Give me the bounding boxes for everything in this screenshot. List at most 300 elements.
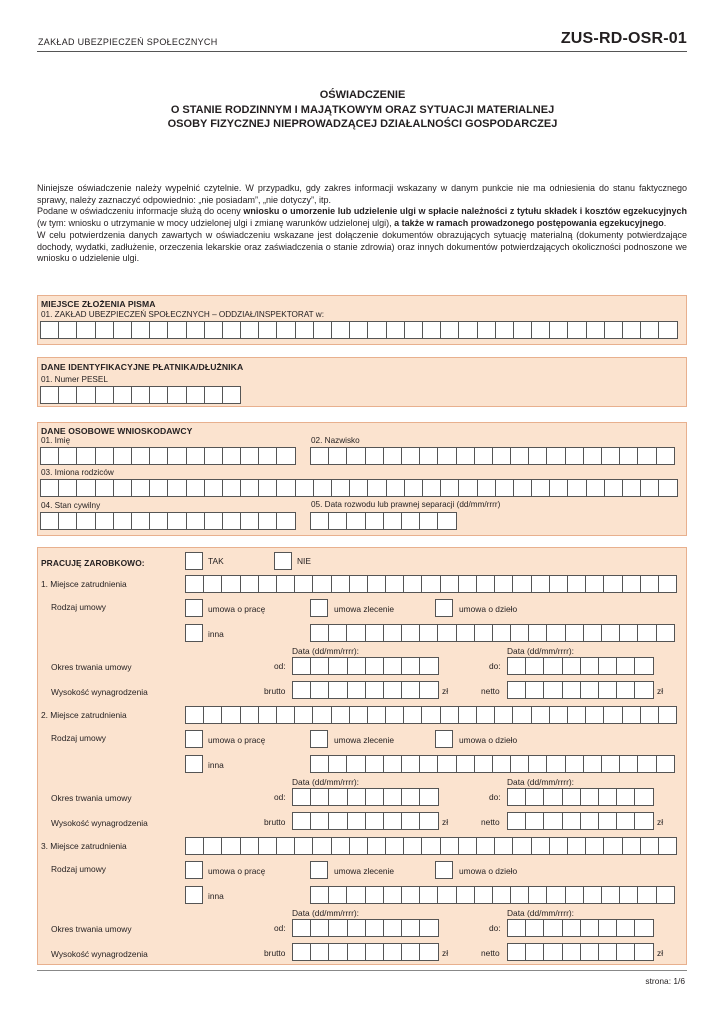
char-cell[interactable] bbox=[638, 886, 656, 904]
char-cell[interactable] bbox=[420, 447, 438, 465]
char-cell[interactable] bbox=[532, 837, 550, 855]
job-1-contract-work-checkbox[interactable] bbox=[435, 599, 453, 617]
char-cell[interactable] bbox=[384, 788, 402, 806]
char-cell[interactable] bbox=[41, 479, 59, 497]
char-cell[interactable] bbox=[422, 575, 440, 593]
char-cell[interactable] bbox=[41, 321, 59, 339]
job-1-date-from-input[interactable] bbox=[292, 657, 439, 675]
char-cell[interactable] bbox=[563, 943, 581, 961]
job-1-salary-gross-input[interactable] bbox=[292, 681, 439, 699]
char-cell[interactable] bbox=[586, 837, 604, 855]
char-cell[interactable] bbox=[114, 479, 132, 497]
char-cell[interactable] bbox=[259, 321, 277, 339]
char-cell[interactable] bbox=[366, 755, 384, 773]
char-cell[interactable] bbox=[602, 755, 620, 773]
job-2-contract-other-input[interactable] bbox=[310, 755, 675, 773]
char-cell[interactable] bbox=[241, 837, 259, 855]
char-cell[interactable] bbox=[59, 321, 77, 339]
char-cell[interactable] bbox=[617, 681, 635, 699]
char-cell[interactable] bbox=[657, 755, 675, 773]
char-cell[interactable] bbox=[475, 886, 493, 904]
job-1-contract-other-input[interactable] bbox=[310, 624, 675, 642]
char-cell[interactable] bbox=[599, 812, 617, 830]
char-cell[interactable] bbox=[617, 657, 635, 675]
char-cell[interactable] bbox=[313, 837, 331, 855]
char-cell[interactable] bbox=[168, 386, 186, 404]
char-cell[interactable] bbox=[150, 321, 168, 339]
char-cell[interactable] bbox=[459, 706, 477, 724]
char-cell[interactable] bbox=[187, 447, 205, 465]
char-cell[interactable] bbox=[478, 479, 496, 497]
char-cell[interactable] bbox=[402, 919, 420, 937]
char-cell[interactable] bbox=[550, 837, 568, 855]
char-cell[interactable] bbox=[659, 321, 677, 339]
char-cell[interactable] bbox=[568, 479, 586, 497]
char-cell[interactable] bbox=[96, 479, 114, 497]
char-cell[interactable] bbox=[150, 479, 168, 497]
char-cell[interactable] bbox=[296, 479, 314, 497]
char-cell[interactable] bbox=[311, 943, 329, 961]
char-cell[interactable] bbox=[459, 479, 477, 497]
char-cell[interactable] bbox=[532, 575, 550, 593]
char-cell[interactable] bbox=[584, 447, 602, 465]
char-cell[interactable] bbox=[293, 943, 311, 961]
char-cell[interactable] bbox=[599, 788, 617, 806]
char-cell[interactable] bbox=[604, 706, 622, 724]
char-cell[interactable] bbox=[329, 788, 347, 806]
char-cell[interactable] bbox=[384, 447, 402, 465]
char-cell[interactable] bbox=[384, 755, 402, 773]
char-cell[interactable] bbox=[311, 657, 329, 675]
char-cell[interactable] bbox=[478, 321, 496, 339]
char-cell[interactable] bbox=[241, 575, 259, 593]
char-cell[interactable] bbox=[457, 886, 475, 904]
char-cell[interactable] bbox=[329, 919, 347, 937]
job-2-salary-net-input[interactable] bbox=[507, 812, 654, 830]
char-cell[interactable] bbox=[441, 321, 459, 339]
char-cell[interactable] bbox=[581, 657, 599, 675]
pesel-input[interactable] bbox=[40, 386, 241, 404]
char-cell[interactable] bbox=[513, 706, 531, 724]
char-cell[interactable] bbox=[605, 479, 623, 497]
char-cell[interactable] bbox=[513, 575, 531, 593]
char-cell[interactable] bbox=[457, 447, 475, 465]
char-cell[interactable] bbox=[77, 321, 95, 339]
char-cell[interactable] bbox=[132, 479, 150, 497]
char-cell[interactable] bbox=[296, 321, 314, 339]
char-cell[interactable] bbox=[620, 447, 638, 465]
char-cell[interactable] bbox=[402, 512, 420, 530]
char-cell[interactable] bbox=[366, 812, 384, 830]
char-cell[interactable] bbox=[635, 657, 653, 675]
char-cell[interactable] bbox=[366, 886, 384, 904]
char-cell[interactable] bbox=[508, 812, 526, 830]
char-cell[interactable] bbox=[602, 624, 620, 642]
parents-names-input[interactable] bbox=[40, 479, 678, 497]
char-cell[interactable] bbox=[311, 788, 329, 806]
char-cell[interactable] bbox=[205, 321, 223, 339]
char-cell[interactable] bbox=[132, 321, 150, 339]
char-cell[interactable] bbox=[532, 479, 550, 497]
char-cell[interactable] bbox=[475, 447, 493, 465]
job-1-workplace-input[interactable] bbox=[185, 575, 677, 593]
char-cell[interactable] bbox=[368, 321, 386, 339]
char-cell[interactable] bbox=[77, 386, 95, 404]
job-3-contract-employment-checkbox[interactable] bbox=[185, 861, 203, 879]
char-cell[interactable] bbox=[259, 479, 277, 497]
divorce-date-input[interactable] bbox=[310, 512, 457, 530]
char-cell[interactable] bbox=[368, 837, 386, 855]
char-cell[interactable] bbox=[620, 886, 638, 904]
char-cell[interactable] bbox=[617, 812, 635, 830]
char-cell[interactable] bbox=[132, 512, 150, 530]
char-cell[interactable] bbox=[77, 479, 95, 497]
char-cell[interactable] bbox=[332, 575, 350, 593]
char-cell[interactable] bbox=[187, 321, 205, 339]
char-cell[interactable] bbox=[441, 575, 459, 593]
char-cell[interactable] bbox=[493, 755, 511, 773]
char-cell[interactable] bbox=[420, 919, 438, 937]
char-cell[interactable] bbox=[311, 886, 329, 904]
char-cell[interactable] bbox=[223, 479, 241, 497]
char-cell[interactable] bbox=[441, 706, 459, 724]
char-cell[interactable] bbox=[529, 447, 547, 465]
char-cell[interactable] bbox=[259, 837, 277, 855]
char-cell[interactable] bbox=[368, 479, 386, 497]
char-cell[interactable] bbox=[223, 321, 241, 339]
char-cell[interactable] bbox=[311, 812, 329, 830]
char-cell[interactable] bbox=[41, 447, 59, 465]
char-cell[interactable] bbox=[223, 386, 241, 404]
char-cell[interactable] bbox=[350, 837, 368, 855]
char-cell[interactable] bbox=[659, 706, 677, 724]
char-cell[interactable] bbox=[568, 321, 586, 339]
last-name-input[interactable] bbox=[310, 447, 675, 465]
char-cell[interactable] bbox=[293, 681, 311, 699]
char-cell[interactable] bbox=[311, 919, 329, 937]
char-cell[interactable] bbox=[241, 321, 259, 339]
char-cell[interactable] bbox=[420, 657, 438, 675]
char-cell[interactable] bbox=[438, 512, 456, 530]
job-1-contract-other-checkbox[interactable] bbox=[185, 624, 203, 642]
char-cell[interactable] bbox=[584, 886, 602, 904]
job-3-salary-net-input[interactable] bbox=[507, 943, 654, 961]
char-cell[interactable] bbox=[529, 886, 547, 904]
char-cell[interactable] bbox=[314, 479, 332, 497]
char-cell[interactable] bbox=[204, 575, 222, 593]
char-cell[interactable] bbox=[366, 788, 384, 806]
char-cell[interactable] bbox=[623, 321, 641, 339]
char-cell[interactable] bbox=[495, 706, 513, 724]
char-cell[interactable] bbox=[277, 512, 295, 530]
char-cell[interactable] bbox=[259, 512, 277, 530]
char-cell[interactable] bbox=[402, 447, 420, 465]
char-cell[interactable] bbox=[563, 657, 581, 675]
char-cell[interactable] bbox=[332, 479, 350, 497]
char-cell[interactable] bbox=[384, 886, 402, 904]
char-cell[interactable] bbox=[602, 886, 620, 904]
char-cell[interactable] bbox=[477, 706, 495, 724]
char-cell[interactable] bbox=[241, 447, 259, 465]
char-cell[interactable] bbox=[659, 837, 677, 855]
char-cell[interactable] bbox=[277, 479, 295, 497]
char-cell[interactable] bbox=[566, 886, 584, 904]
char-cell[interactable] bbox=[477, 575, 495, 593]
char-cell[interactable] bbox=[635, 812, 653, 830]
char-cell[interactable] bbox=[329, 681, 347, 699]
char-cell[interactable] bbox=[293, 788, 311, 806]
char-cell[interactable] bbox=[329, 886, 347, 904]
char-cell[interactable] bbox=[623, 837, 641, 855]
char-cell[interactable] bbox=[568, 575, 586, 593]
char-cell[interactable] bbox=[587, 321, 605, 339]
char-cell[interactable] bbox=[547, 886, 565, 904]
char-cell[interactable] bbox=[205, 512, 223, 530]
char-cell[interactable] bbox=[59, 386, 77, 404]
char-cell[interactable] bbox=[329, 447, 347, 465]
char-cell[interactable] bbox=[638, 447, 656, 465]
char-cell[interactable] bbox=[168, 479, 186, 497]
char-cell[interactable] bbox=[568, 837, 586, 855]
char-cell[interactable] bbox=[617, 919, 635, 937]
char-cell[interactable] bbox=[404, 837, 422, 855]
char-cell[interactable] bbox=[259, 575, 277, 593]
char-cell[interactable] bbox=[348, 943, 366, 961]
char-cell[interactable] bbox=[402, 755, 420, 773]
char-cell[interactable] bbox=[605, 321, 623, 339]
char-cell[interactable] bbox=[59, 447, 77, 465]
char-cell[interactable] bbox=[366, 681, 384, 699]
char-cell[interactable] bbox=[96, 321, 114, 339]
char-cell[interactable] bbox=[311, 512, 329, 530]
char-cell[interactable] bbox=[441, 479, 459, 497]
char-cell[interactable] bbox=[547, 447, 565, 465]
char-cell[interactable] bbox=[77, 447, 95, 465]
char-cell[interactable] bbox=[405, 321, 423, 339]
char-cell[interactable] bbox=[508, 657, 526, 675]
job-2-date-from-input[interactable] bbox=[292, 788, 439, 806]
char-cell[interactable] bbox=[544, 943, 562, 961]
char-cell[interactable] bbox=[96, 386, 114, 404]
char-cell[interactable] bbox=[550, 479, 568, 497]
marital-status-input[interactable] bbox=[40, 512, 296, 530]
char-cell[interactable] bbox=[404, 575, 422, 593]
char-cell[interactable] bbox=[168, 512, 186, 530]
char-cell[interactable] bbox=[402, 943, 420, 961]
char-cell[interactable] bbox=[347, 624, 365, 642]
char-cell[interactable] bbox=[348, 919, 366, 937]
char-cell[interactable] bbox=[617, 788, 635, 806]
job-3-workplace-input[interactable] bbox=[185, 837, 677, 855]
char-cell[interactable] bbox=[511, 447, 529, 465]
char-cell[interactable] bbox=[347, 886, 365, 904]
char-cell[interactable] bbox=[529, 624, 547, 642]
char-cell[interactable] bbox=[350, 479, 368, 497]
char-cell[interactable] bbox=[584, 624, 602, 642]
char-cell[interactable] bbox=[347, 447, 365, 465]
char-cell[interactable] bbox=[223, 512, 241, 530]
char-cell[interactable] bbox=[350, 706, 368, 724]
char-cell[interactable] bbox=[602, 447, 620, 465]
char-cell[interactable] bbox=[459, 837, 477, 855]
char-cell[interactable] bbox=[420, 755, 438, 773]
char-cell[interactable] bbox=[563, 788, 581, 806]
char-cell[interactable] bbox=[635, 919, 653, 937]
char-cell[interactable] bbox=[168, 447, 186, 465]
char-cell[interactable] bbox=[384, 919, 402, 937]
char-cell[interactable] bbox=[384, 943, 402, 961]
char-cell[interactable] bbox=[620, 755, 638, 773]
char-cell[interactable] bbox=[205, 479, 223, 497]
char-cell[interactable] bbox=[277, 706, 295, 724]
char-cell[interactable] bbox=[314, 321, 332, 339]
char-cell[interactable] bbox=[293, 812, 311, 830]
char-cell[interactable] bbox=[348, 788, 366, 806]
char-cell[interactable] bbox=[493, 624, 511, 642]
char-cell[interactable] bbox=[311, 624, 329, 642]
char-cell[interactable] bbox=[529, 755, 547, 773]
char-cell[interactable] bbox=[623, 706, 641, 724]
char-cell[interactable] bbox=[493, 886, 511, 904]
char-cell[interactable] bbox=[641, 321, 659, 339]
char-cell[interactable] bbox=[586, 575, 604, 593]
char-cell[interactable] bbox=[59, 479, 77, 497]
first-name-input[interactable] bbox=[40, 447, 296, 465]
char-cell[interactable] bbox=[641, 706, 659, 724]
char-cell[interactable] bbox=[581, 919, 599, 937]
char-cell[interactable] bbox=[495, 837, 513, 855]
char-cell[interactable] bbox=[457, 755, 475, 773]
char-cell[interactable] bbox=[59, 512, 77, 530]
char-cell[interactable] bbox=[526, 788, 544, 806]
char-cell[interactable] bbox=[641, 479, 659, 497]
char-cell[interactable] bbox=[495, 575, 513, 593]
char-cell[interactable] bbox=[514, 321, 532, 339]
char-cell[interactable] bbox=[423, 321, 441, 339]
char-cell[interactable] bbox=[547, 624, 565, 642]
char-cell[interactable] bbox=[384, 657, 402, 675]
char-cell[interactable] bbox=[329, 512, 347, 530]
char-cell[interactable] bbox=[368, 575, 386, 593]
char-cell[interactable] bbox=[222, 706, 240, 724]
char-cell[interactable] bbox=[581, 943, 599, 961]
char-cell[interactable] bbox=[511, 624, 529, 642]
char-cell[interactable] bbox=[186, 706, 204, 724]
char-cell[interactable] bbox=[187, 386, 205, 404]
char-cell[interactable] bbox=[620, 624, 638, 642]
char-cell[interactable] bbox=[295, 575, 313, 593]
job-2-contract-mandate-checkbox[interactable] bbox=[310, 730, 328, 748]
char-cell[interactable] bbox=[223, 447, 241, 465]
char-cell[interactable] bbox=[402, 681, 420, 699]
char-cell[interactable] bbox=[402, 657, 420, 675]
char-cell[interactable] bbox=[496, 321, 514, 339]
char-cell[interactable] bbox=[402, 624, 420, 642]
char-cell[interactable] bbox=[568, 706, 586, 724]
char-cell[interactable] bbox=[587, 479, 605, 497]
char-cell[interactable] bbox=[420, 512, 438, 530]
char-cell[interactable] bbox=[420, 943, 438, 961]
char-cell[interactable] bbox=[204, 837, 222, 855]
char-cell[interactable] bbox=[420, 788, 438, 806]
char-cell[interactable] bbox=[241, 706, 259, 724]
char-cell[interactable] bbox=[581, 812, 599, 830]
char-cell[interactable] bbox=[295, 837, 313, 855]
char-cell[interactable] bbox=[438, 886, 456, 904]
char-cell[interactable] bbox=[366, 919, 384, 937]
char-cell[interactable] bbox=[366, 657, 384, 675]
char-cell[interactable] bbox=[350, 575, 368, 593]
char-cell[interactable] bbox=[635, 788, 653, 806]
char-cell[interactable] bbox=[311, 681, 329, 699]
char-cell[interactable] bbox=[526, 919, 544, 937]
char-cell[interactable] bbox=[599, 943, 617, 961]
job-3-date-to-input[interactable] bbox=[507, 919, 654, 937]
char-cell[interactable] bbox=[386, 837, 404, 855]
char-cell[interactable] bbox=[405, 479, 423, 497]
char-cell[interactable] bbox=[420, 681, 438, 699]
char-cell[interactable] bbox=[329, 943, 347, 961]
char-cell[interactable] bbox=[332, 837, 350, 855]
char-cell[interactable] bbox=[422, 837, 440, 855]
char-cell[interactable] bbox=[41, 512, 59, 530]
char-cell[interactable] bbox=[368, 706, 386, 724]
char-cell[interactable] bbox=[599, 681, 617, 699]
employed-no-checkbox[interactable] bbox=[274, 552, 292, 570]
job-3-salary-gross-input[interactable] bbox=[292, 943, 439, 961]
char-cell[interactable] bbox=[332, 706, 350, 724]
char-cell[interactable] bbox=[475, 624, 493, 642]
char-cell[interactable] bbox=[114, 512, 132, 530]
char-cell[interactable] bbox=[348, 681, 366, 699]
char-cell[interactable] bbox=[641, 575, 659, 593]
char-cell[interactable] bbox=[638, 624, 656, 642]
char-cell[interactable] bbox=[659, 575, 677, 593]
char-cell[interactable] bbox=[387, 321, 405, 339]
char-cell[interactable] bbox=[493, 447, 511, 465]
char-cell[interactable] bbox=[532, 706, 550, 724]
char-cell[interactable] bbox=[384, 681, 402, 699]
char-cell[interactable] bbox=[384, 512, 402, 530]
char-cell[interactable] bbox=[114, 447, 132, 465]
char-cell[interactable] bbox=[586, 706, 604, 724]
char-cell[interactable] bbox=[332, 321, 350, 339]
char-cell[interactable] bbox=[544, 788, 562, 806]
char-cell[interactable] bbox=[423, 479, 441, 497]
job-2-contract-work-checkbox[interactable] bbox=[435, 730, 453, 748]
char-cell[interactable] bbox=[420, 624, 438, 642]
char-cell[interactable] bbox=[508, 681, 526, 699]
job-1-contract-employment-checkbox[interactable] bbox=[185, 599, 203, 617]
char-cell[interactable] bbox=[313, 706, 331, 724]
char-cell[interactable] bbox=[402, 812, 420, 830]
char-cell[interactable] bbox=[241, 479, 259, 497]
char-cell[interactable] bbox=[544, 657, 562, 675]
char-cell[interactable] bbox=[384, 624, 402, 642]
char-cell[interactable] bbox=[599, 657, 617, 675]
char-cell[interactable] bbox=[150, 512, 168, 530]
char-cell[interactable] bbox=[222, 837, 240, 855]
char-cell[interactable] bbox=[657, 886, 675, 904]
char-cell[interactable] bbox=[532, 321, 550, 339]
char-cell[interactable] bbox=[313, 575, 331, 593]
char-cell[interactable] bbox=[132, 386, 150, 404]
char-cell[interactable] bbox=[402, 788, 420, 806]
char-cell[interactable] bbox=[366, 624, 384, 642]
char-cell[interactable] bbox=[623, 479, 641, 497]
char-cell[interactable] bbox=[526, 681, 544, 699]
char-cell[interactable] bbox=[547, 755, 565, 773]
